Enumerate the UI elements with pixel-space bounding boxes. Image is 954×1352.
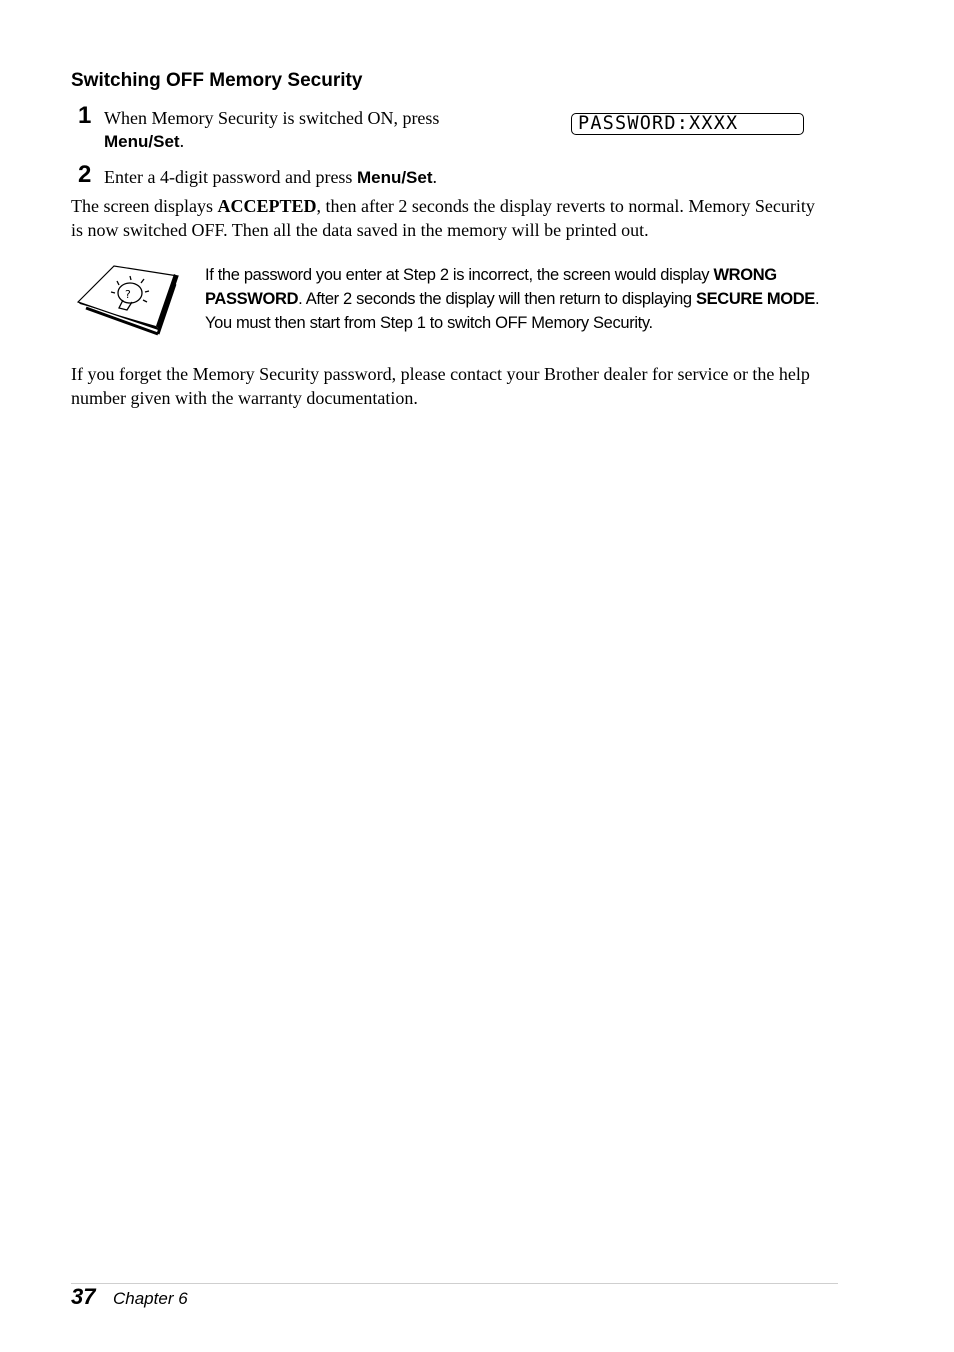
step-2-instruction: Enter a 4-digit password and press [104, 167, 357, 187]
paragraph1-rest: , then after 2 seconds the display reverts to normal. Memory Security is now switched OFF. Then all the data saved in the memory will be printed out. [71, 196, 815, 240]
section-title: Switching OFF Memory Security [71, 70, 363, 91]
footer-divider [71, 1283, 838, 1284]
step-1-period: . [179, 131, 185, 151]
page-number: 37 [71, 1284, 96, 1309]
forgot-password-paragraph: If you forget the Memory Security password, please contact your Brother dealer for service or the help number given with the warranty documentation. [71, 364, 810, 408]
step-2-period: . [432, 167, 438, 187]
note-text [205, 263, 835, 335]
lightbulb-note-icon [74, 262, 180, 338]
note-part2: . After 2 seconds the display will then return to displaying [298, 290, 696, 308]
step-2-key: Menu/Set [356, 168, 433, 187]
paragraph1-lead: The screen displays [71, 196, 218, 216]
chapter-label: Chapter 6 [113, 1289, 188, 1308]
step-1-text [104, 107, 524, 153]
accepted-keyword: ACCEPTED [217, 196, 317, 216]
step-2-number: 2 [78, 161, 92, 188]
step-1-key: Menu/Set [104, 132, 180, 151]
note-part3: . You must then start from Step 1 to switch OFF Memory Security. [205, 290, 820, 332]
accepted-paragraph [71, 194, 831, 242]
step-2-text [104, 166, 437, 189]
lcd-display: PASSWORD:XXXX [571, 113, 804, 135]
step-1-instruction: When Memory Security is switched ON, press [104, 108, 440, 128]
secure-mode-keyword: SECURE MODE [695, 290, 815, 308]
note-part1: If the password you enter at Step 2 is incorrect, the screen would display [205, 266, 714, 284]
step-1-number: 1 [78, 102, 92, 129]
svg-text:?: ? [125, 288, 131, 301]
wrong-password-keyword: WRONG PASSWORD [205, 266, 777, 308]
